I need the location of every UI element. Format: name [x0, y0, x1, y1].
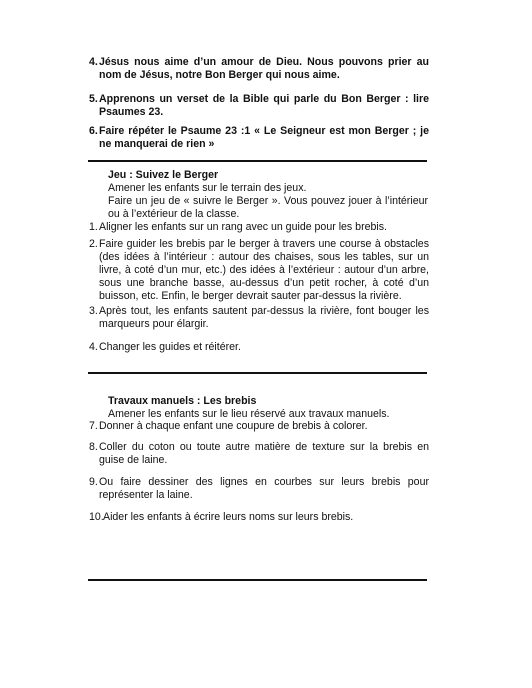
item-number: 1. [89, 221, 98, 233]
item-number: 4. [89, 341, 98, 353]
item-text: Ou faire dessiner des lignes en courbes sur leurs brebis pour représenter la laine. [99, 476, 429, 501]
item-text: Faire guider les brebis par le berger à travers une course à obstacles (des idées à l’intérieur : autour des chaises, sous les tables, sur un livre, à coté d’un mur, etc.) des idées à l’extérieur : autour d’un arbre, sous une branche basse, au-dessus d’un petit rocher, à coté d’un buisson, etc. Enfin, le berger devrait sauter par-dessus la rivière. [99, 238, 429, 302]
list-item [89, 125, 429, 151]
item-number: 9. [89, 476, 98, 488]
item-number: 8. [89, 441, 98, 453]
item-text: Aider les enfants à écrire leurs noms sur leurs brebis. [103, 511, 354, 523]
intro-paragraph: Amener les enfants sur le terrain des jeux. [108, 182, 307, 194]
list-item [89, 420, 429, 433]
list-item [89, 221, 429, 234]
intro-paragraph: Faire un jeu de « suivre le Berger ». Vous pouvez jouer à l’intérieur ou à l’extérieur de la classe. [108, 195, 428, 220]
intro-paragraph: Amener les enfants sur le lieu réservé aux travaux manuels. [108, 408, 390, 420]
section-divider [88, 160, 427, 162]
item-text: Jésus nous aime d’un amour de Dieu. Nous pouvons prier au nom de Jésus, notre Bon Berger qui nous aime. [99, 56, 429, 81]
item-number: 6. [89, 125, 98, 137]
section-heading-jeu: Jeu : Suivez le Berger [108, 169, 219, 181]
item-text: Aligner les enfants sur un rang avec un guide pour les brebis. [99, 221, 387, 233]
item-text: Donner à chaque enfant une coupure de brebis à colorer. [99, 420, 368, 432]
list-item [89, 511, 429, 524]
item-text: Faire répéter le Psaume 23 :1 « Le Seigneur est mon Berger ; je ne manquerai de rien » [99, 125, 429, 150]
list-item [89, 238, 429, 303]
item-text: Après tout, les enfants sautent par-dessus la rivière, font bouger les marqueurs pour élargir. [99, 305, 429, 330]
list-item [89, 305, 429, 331]
section-divider [88, 579, 427, 581]
list-item [89, 476, 429, 502]
list-item [89, 56, 429, 82]
section-divider [88, 372, 427, 374]
item-number: 4. [89, 56, 98, 68]
section-heading-travaux: Travaux manuels : Les brebis [108, 395, 257, 407]
item-text: Coller du coton ou toute autre matière de texture sur la brebis en guise de laine. [99, 441, 429, 466]
item-number: 10. [89, 511, 104, 523]
item-number: 2. [89, 238, 98, 250]
item-number: 5. [89, 93, 98, 105]
item-number: 7. [89, 420, 98, 432]
list-item [89, 441, 429, 467]
item-number: 3. [89, 305, 98, 317]
item-text: Changer les guides et réitérer. [99, 341, 241, 353]
list-item [89, 93, 429, 119]
list-item [89, 341, 429, 354]
item-text: Apprenons un verset de la Bible qui parle du Bon Berger : lire Psaumes 23. [99, 93, 429, 118]
